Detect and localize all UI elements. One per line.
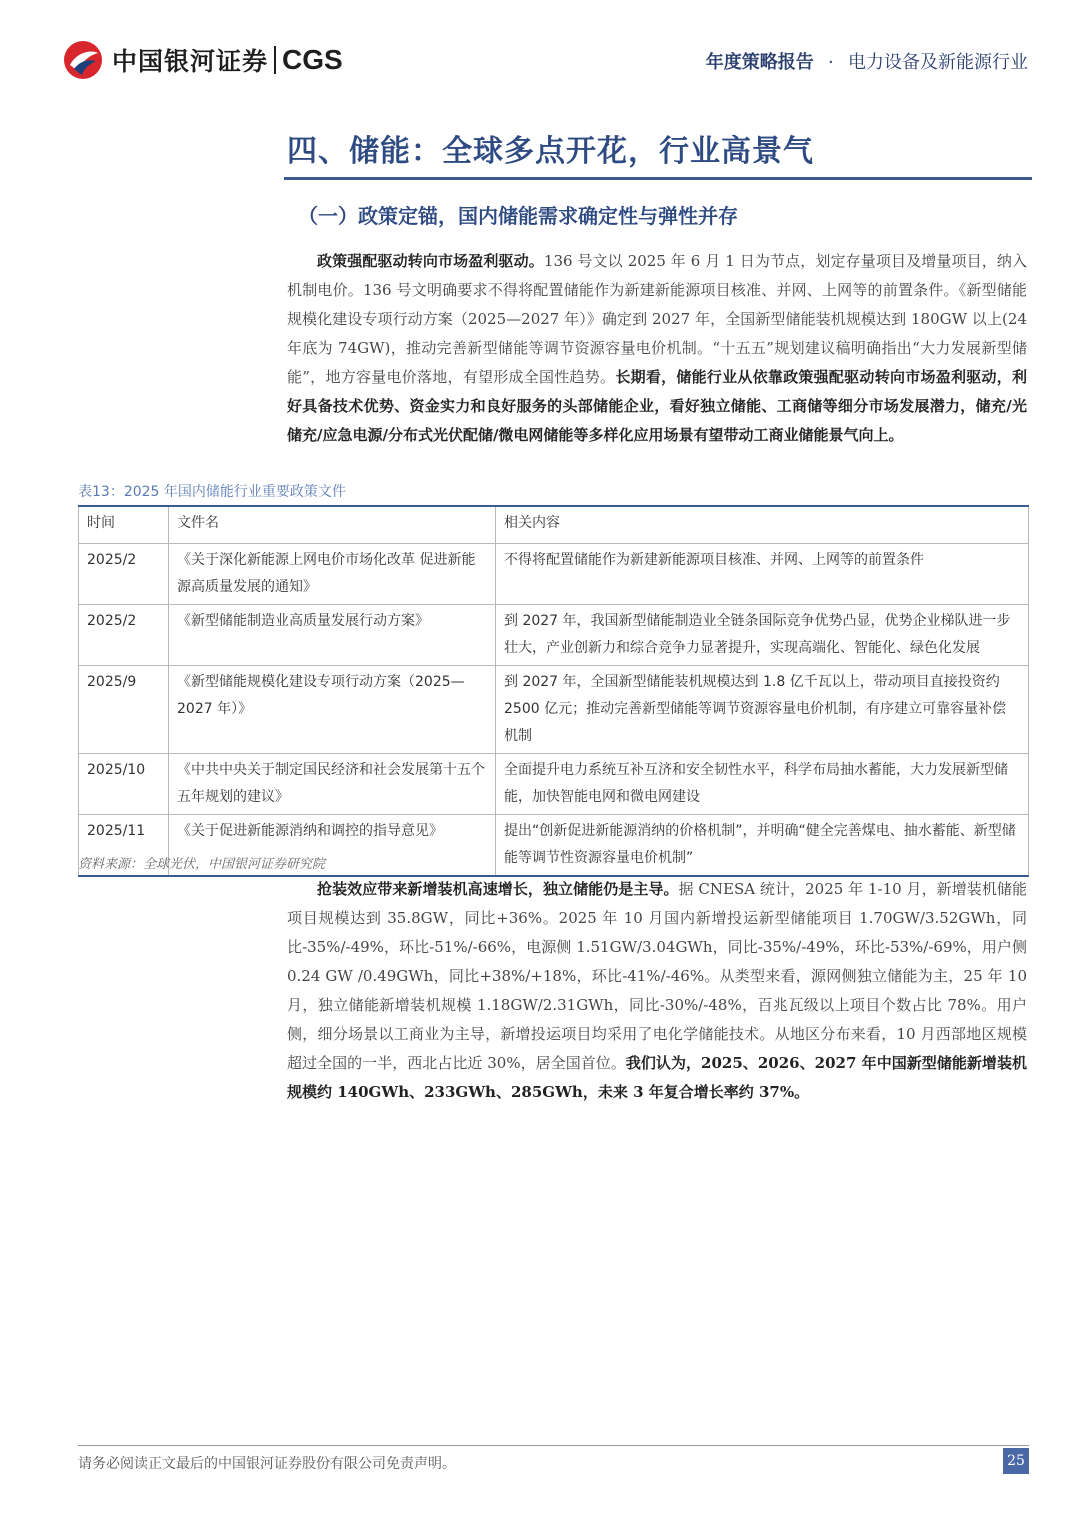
chapter-title: 四、储能：全球多点开花，行业高景气 [287,134,814,169]
column-header-content: 相关内容 [496,506,1029,544]
cgs-logo-icon [62,39,104,81]
installation-paragraph [287,875,1027,1107]
cell-document: 《关于促进新能源消纳和调控的指导意见》 [169,815,496,877]
cell-content: 不得将配置储能作为新建新能源项目核准、并网、上网等的前置条件 [496,544,1029,605]
header-separator: · [827,52,834,73]
section-title: （一）政策定锚，国内储能需求确定性与弹性并存 [298,204,738,228]
cell-date: 2025/11 [79,815,169,877]
chapter-divider [284,177,1032,180]
policy-table [78,505,1029,877]
cell-content: 提出“创新促进新能源消纳的价格机制”，并明确“健全完善煤电、抽水蓄能、新型储能等调节性资源容量电价机制” [496,815,1029,877]
logo-chinese-name: 中国银河证券 [112,47,269,76]
page-header [0,0,1080,100]
logo-english-name: CGS [282,44,343,75]
policy-paragraph [287,247,1027,450]
paragraph-body: 136 号文以 2025 年 6 月 1 日为节点，划定存量项目及增量项目，纳入机制电价。136 号文明确要求不得将配置储能作为新建新能源项目核准、并网、上网等的前置条件。《新型储能规模化建设专项行动方案（2025—2027 年）》确定到 2027 年，全国新型储能装机规模达到 180GW 以上(24 年底为 74GW)，推动完善新型储能等调节资源容量电价机制。“十五五”规划建议稿明确指出“大力发展新型储能”，地方容量电价落地，有望形成全国性趋势。 [287,252,1027,386]
paragraph-conclusion: 长期看，储能行业从依靠政策强配驱动转向市场盈利驱动，利好具备技术优势、资金实力和良好服务的头部储能企业，看好独立储能、工商储等细分市场发展潜力，储充/光储充/应急电源/分布式光伏配储/微电网储能等多样化应用场景有望带动工商业储能景气向上。 [287,368,1028,444]
cell-content: 到 2027 年，全国新型储能装机规模达到 1.8 亿千瓦以上，带动项目直接投资约 2500 亿元；推动完善新型储能等调节资源容量电价机制，有序建立可靠容量补偿机制 [496,666,1029,754]
report-header-title [706,48,1028,74]
page-number: 25 [1003,1448,1029,1474]
cell-date: 2025/9 [79,666,169,754]
report-type: 年度策略报告 [705,52,814,73]
logo-divider [274,46,276,74]
cell-date: 2025/2 [79,544,169,605]
table-row [79,666,1029,754]
footer-disclaimer: 请务必阅读正文最后的中国银河证券股份有限公司免责声明。 [78,1456,456,1472]
cell-content: 全面提升电力系统互补互济和安全韧性水平，科学布局抽水蓄能，大力发展新型储能，加快智能电网和微电网建设 [496,754,1029,815]
paragraph-lead: 政策强配驱动转向市场盈利驱动。 [317,252,544,270]
cell-date: 2025/10 [79,754,169,815]
company-logo [62,40,343,80]
table-source: 资料来源：全球光伏，中国银河证券研究院 [78,857,326,872]
column-header-document: 文件名 [169,506,496,544]
column-header-date: 时间 [79,506,169,544]
industry-name: 电力设备及新能源行业 [848,52,1028,73]
cell-document: 《关于深化新能源上网电价市场化改革 促进新能源高质量发展的通知》 [169,544,496,605]
table-header-row [79,506,1029,544]
paragraph-body: 据 CNESA 统计，2025 年 1-10 月，新增装机储能项目规模达到 35.8GW，同比+36%。2025 年 10 月国内新增投运新型储能项目 1.70GW/3.52GWh，同比-35%/-49%，环比-51%/-66%，电源侧 1.51GW/3.04GWh，同比-35%/-49%，环比-53%/-69%，用户侧 0.24 GW /0.49GWh，同比+38%/+18%，环比-41%/-46%。从类型来看，源网侧独立储能为主，25 年 10 月，独立储能新增装机规模 1.18GW/2.31GWh，同比-30%/-48%，百兆瓦级以上项目个数占比 78%。用户侧，细分场景以工商业为主导，新增投运项目均采用了电化学储能技术。从地区分布来看，10 月西部地区规模超过全国的一半，西北占比近 30%，居全国首位。 [287,880,1027,1072]
table-row [79,754,1029,815]
table-caption: 表13：2025 年国内储能行业重要政策文件 [78,484,346,500]
cell-content: 到 2027 年，我国新型储能制造业全链条国际竞争优势凸显，优势企业梯队进一步壮大，产业创新力和综合竞争力显著提升，实现高端化、智能化、绿色化发展 [496,605,1029,666]
paragraph-conclusion: 我们认为，2025、2026、2027 年中国新型储能新增装机规模约 140GWh、233GWh、285GWh，未来 3 年复合增长率约 37%。 [287,1054,1027,1101]
cell-document: 《中共中央关于制定国民经济和社会发展第十五个五年规划的建议》 [169,754,496,815]
paragraph-lead: 抢装效应带来新增装机高速增长，独立储能仍是主导。 [317,880,679,898]
table-row [79,544,1029,605]
cell-document: 《新型储能规模化建设专项行动方案（2025—2027 年）》 [169,666,496,754]
footer-divider [78,1445,1029,1446]
table-row [79,605,1029,666]
cell-document: 《新型储能制造业高质量发展行动方案》 [169,605,496,666]
cell-date: 2025/2 [79,605,169,666]
